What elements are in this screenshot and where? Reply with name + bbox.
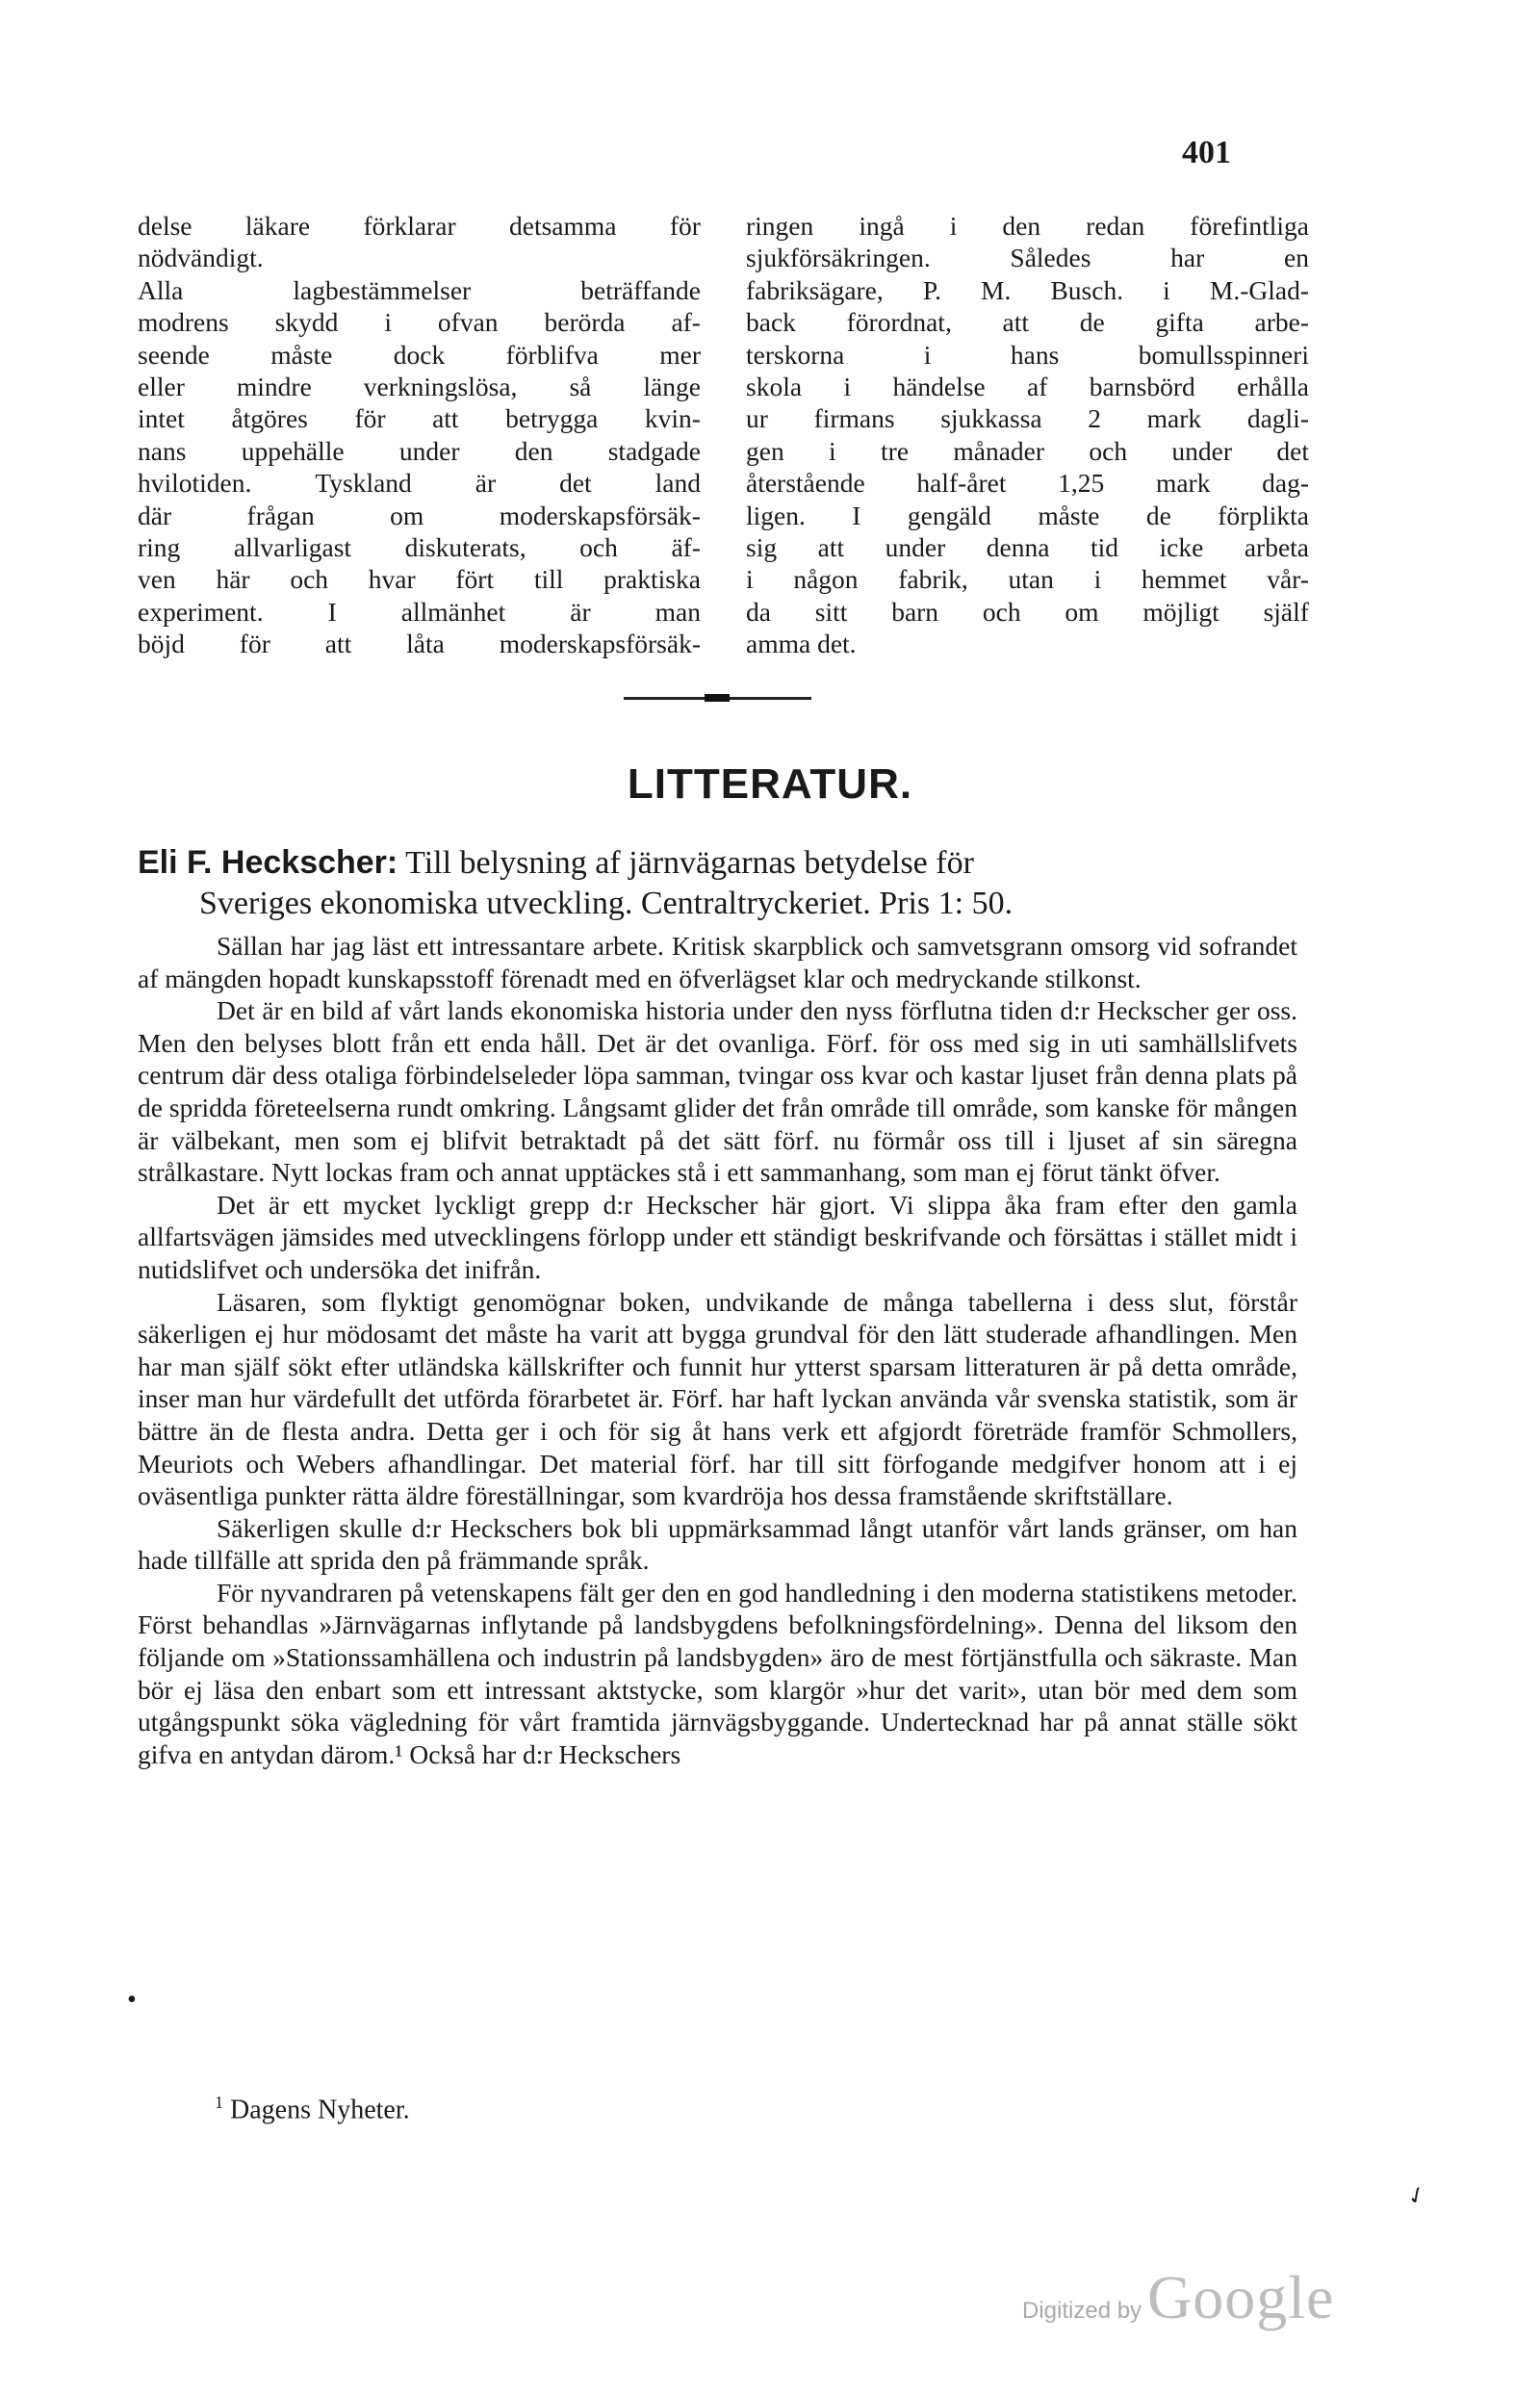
review-body (138, 930, 1297, 1770)
digitized-watermark (1022, 2262, 1334, 2333)
column-line: gen i tre månader och under det (746, 435, 1309, 466)
column-line: ur firmans sjukkassa 2 mark dagli- (746, 403, 1309, 434)
column-line: fabriksägare, P. M. Busch. i M.-Glad- (746, 274, 1309, 305)
page-number: 401 (1182, 135, 1231, 170)
section-divider-ornament (705, 694, 730, 702)
column-line: amma det. (746, 629, 857, 659)
column-line: eller mindre verkningslösa, så länge (138, 372, 701, 402)
column-line: back förordnat, att de gifta arbe- (746, 307, 1309, 338)
paragraph: För nyvandraren på vetenskapens fält ger den en god handledning i den moderna statistikens metoder. Först behandlas »Järnvägarnas inflytande på landsbygdens befolkningsfördelning». Denna del liksom den följande om »Stationssamhällena och industrin på landsbygden» äro de mest förtjänstfulla och säkraste. Man bör ej läsa den enbart som ett intressant aktstycke, som klargör »hur det varit», utan bör med dem som utgångspunkt söka vägledning för vårt framtida järnvägsbyggande. Undertecknad har på annat ställe sökt gifva en antydan därom.¹ Också har d:r Heckschers (138, 1577, 1297, 1769)
column-line: ringen ingå i den redan förefintliga (746, 211, 1309, 241)
column-line: nödvändigt. (138, 243, 264, 273)
column-line: ring allvarligast diskuterats, och äf- (138, 532, 701, 563)
column-line: hvilotiden. Tyskland är det land (138, 468, 701, 499)
column-line: delse läkare förklarar detsamma för (138, 211, 701, 241)
column-line: experiment. I allmänhet är man (138, 596, 701, 627)
watermark-prefix: Digitized by (1022, 2298, 1142, 2324)
paragraph: Sällan har jag läst ett intressantare arbete. Kritisk skarpblick och samvetsgrann omsorg vid sofrandet af mängden hopadt kunskapsstoff förenadt med en öfverlägset klar och medryckande stilkonst. (138, 931, 1297, 993)
left-column (138, 210, 701, 660)
paragraph: Läsaren, som flyktigt genomögnar boken, undvikande de många tabellerna i dess slut, förstår säkerligen ej hur mödosamt det måste ha varit att bygga grundval för den lätt studerade afhandlingen. Men har man själf sökt efter utländska källskrifter och funnit hur ytterst sparsam litteraturen är på detta område, inser man hur värdefullt det utförda förarbetet är. Förf. har haft lyckan använda vår svenska statistik, som är bättre än de flesta andra. Detta ger i och för sig åt hans verk ett afgjordt företräde framför Schmollers, Meuriots och Webers afhandlingar. Det material förf. har till sitt förfogande medgifver honom att i ej oväsentliga punkter rätta äldre föreställningar, som kvardröja hos dessa framstående skriftställare. (138, 1286, 1297, 1511)
column-line: ven här och hvar fört till praktiska (138, 564, 701, 595)
column-line: da sitt barn och om möjligt själf (746, 596, 1309, 627)
review-title-line2: Sveriges ekonomiska utveckling. Centraltryckeriet. Pris 1: 50. (199, 886, 1014, 921)
footnote-text: Dagens Nyheter. (230, 2095, 410, 2125)
footnote-marker: 1 (215, 2093, 223, 2112)
column-line: ligen. I gengäld måste de förplikta (746, 500, 1309, 530)
column-line: nans uppehälle under den stadgade (138, 435, 701, 466)
column-line: återstående half-året 1,25 mark dag- (746, 468, 1309, 499)
footnote (215, 2093, 410, 2125)
review-title (138, 842, 1297, 924)
column-line: skola i händelse af barnsbörd erhålla (746, 372, 1309, 402)
paragraph: Säkerligen skulle d:r Heckschers bok bli uppmärksammad långt utanför vårt lands gränser, om han hade tillfälle att sprida den på främmande språk. (138, 1512, 1297, 1576)
column-line: sjukförsäkringen. Således har en (746, 243, 1309, 273)
column-line: seende måste dock förblifva mer (138, 339, 701, 370)
paragraph: Det är en bild af vårt lands ekonomiska historia under den nyss förflutna tiden d:r Heckscher ger oss. Men den belyses blott från ett enda håll. Det är det ovanliga. Förf. för oss med sig in uti samhällslifvets centrum där dess otaliga förbindelseleder löpa samman, tvingar oss kvar och kastar ljuset från denna plats på de spridda företeelserna rundt omkring. Långsamt glider det från område till område, som kanske för mången är välbekant, men som ej blifvit betraktadt på det sätt förf. nu förmår oss till i ljuset af sin säregna strålkastare. Nytt lockas fram och annat upptäckes stå i ett sammanhang, som man ej förut tänkt öfver. (138, 995, 1297, 1188)
column-line: terskorna i hans bomullsspinneri (746, 339, 1309, 370)
column-line: i någon fabrik, utan i hemmet vår- (746, 564, 1309, 595)
column-line: modrens skydd i ofvan berörda af- (138, 307, 701, 338)
google-logo: Google (1147, 2263, 1335, 2331)
column-line: intet åtgöres för att betrygga kvin- (138, 403, 701, 434)
review-author: Eli F. Heckscher: (138, 844, 398, 881)
right-column (746, 210, 1309, 660)
margin-mark: • (127, 1985, 137, 2015)
paragraph: Det är ett mycket lyckligt grepp d:r Heckscher här gjort. Vi slippa åka fram efter den gamla allfartsvägen jämsides med utvecklingens förlopp under ett ständigt beskrifvande och försättas i stället midt i nutidslifvet och undersöka det inifrån. (138, 1189, 1297, 1284)
pencil-tick: ✓ (1402, 2180, 1431, 2212)
column-line: böjd för att låta moderskapsförsäk- (138, 629, 701, 659)
column-line: Alla lagbestämmelser beträffande (138, 274, 701, 305)
section-heading: LITTERATUR. (627, 760, 913, 808)
column-line: där frågan om moderskapsförsäk- (138, 500, 701, 530)
review-title-line1: Till belysning af järnvägarnas betydelse för (405, 845, 974, 881)
column-line: sig att under denna tid icke arbeta (746, 532, 1309, 563)
